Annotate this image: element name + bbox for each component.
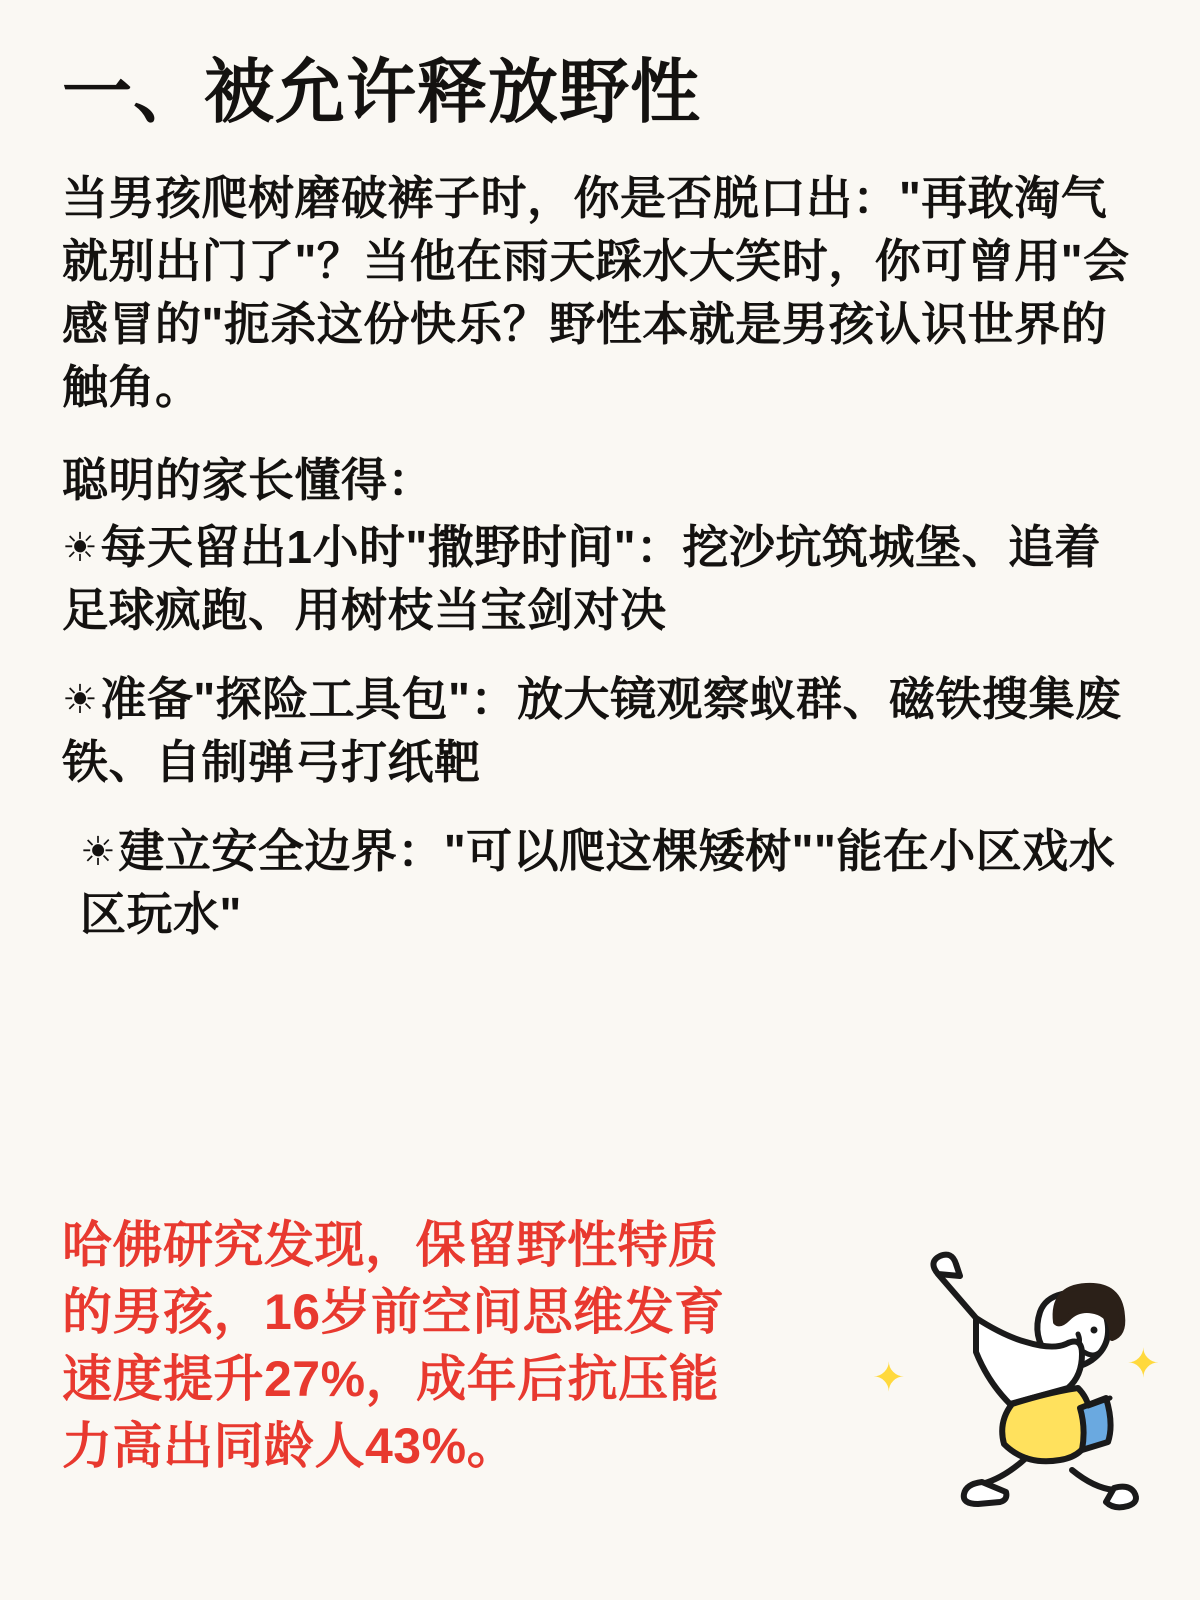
sun-icon: ☀ [80, 829, 117, 874]
lead-in-paragraph: 聪明的家长懂得： [62, 453, 434, 506]
running-child-illustration [866, 1226, 1166, 1526]
intro-paragraph: 当男孩爬树磨破裤子时，你是否脱口出："再敢淘气就别出门了"？当他在雨天踩水大笑时，你可曾用"会感冒的"扼杀这份快乐？野性本就是男孩认识世界的触角。 [62, 171, 1130, 413]
bullet-item-2 [62, 668, 1144, 794]
bullet-item-3-text: 建立安全边界："可以爬这棵矮树""能在小区戏水区玩水" [80, 824, 1116, 940]
child-figure-icon [866, 1226, 1166, 1526]
bullet-item-1-text: 每天留出1小时"撒野时间"：挖沙坑筑城堡、追着足球疯跑、用树枝当宝剑对决 [62, 520, 1102, 636]
sun-icon: ☀ [62, 525, 99, 570]
page-title: 一、被允许释放野性 [62, 53, 701, 131]
sparkle-icon: ✦ [872, 1356, 906, 1400]
bullet-item-3 [62, 820, 1144, 946]
highlight-statement: 哈佛研究发现，保留野性特质的男孩，16岁前空间思维发育速度提升27%，成年后抗压能力高出同龄人43%。 [62, 1217, 725, 1474]
bullet-item-2-text: 准备"探险工具包"：放大镜观察蚁群、磁铁搜集废铁、自制弹弓打纸靶 [62, 672, 1122, 788]
bullet-item-1 [62, 516, 1144, 642]
sparkle-icon: ✦ [1126, 1342, 1160, 1386]
sun-icon: ☀ [62, 677, 99, 722]
